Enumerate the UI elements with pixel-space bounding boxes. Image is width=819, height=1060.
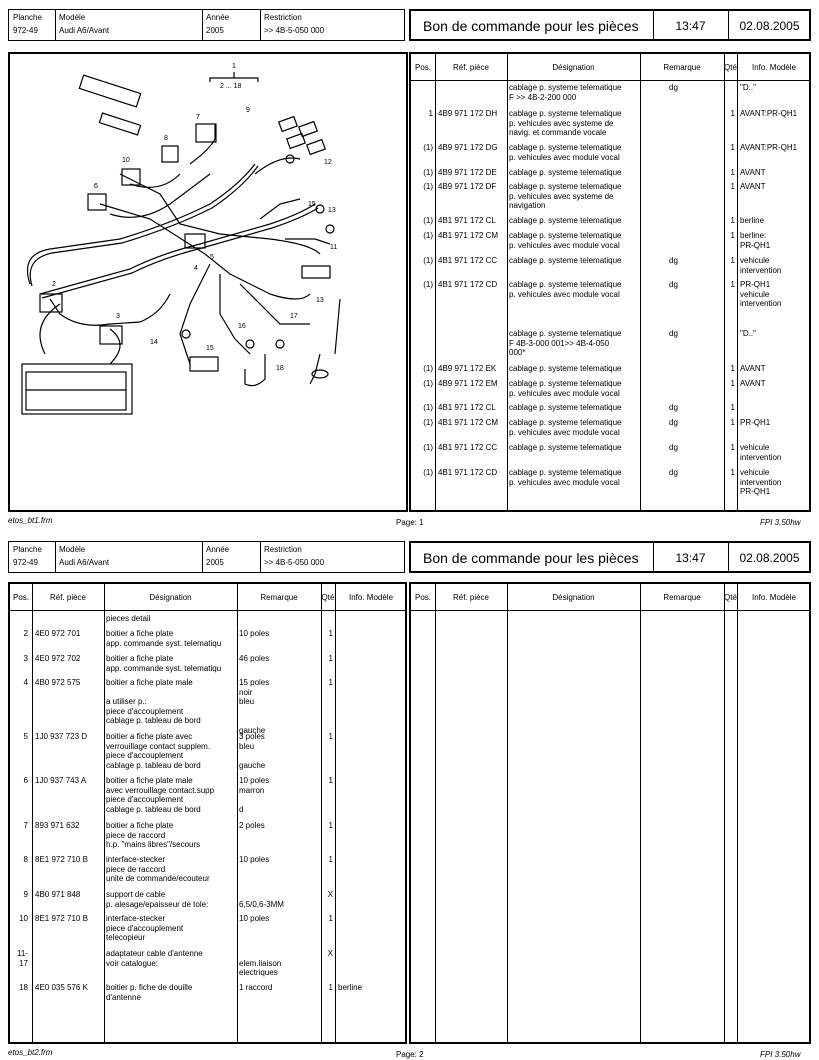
row-designation: interface-stecker piece d'accouplement telecopieur [106,914,184,942]
restriction-label: Restriction [264,545,302,554]
row-pos: (1) [423,364,433,373]
row-qte: X [327,949,333,958]
row-qte: 1 [328,914,333,923]
row-designation: cablage p. systeme telematique F 4B-3-000 001>> 4B-4-050 000* [509,329,622,357]
col-ref: Réf. pièce [452,63,490,72]
row-ref: 4B9 971 172 DE [438,168,497,177]
row-pos: (1) [423,418,433,427]
row-ref: 4B1 971 172 CD [438,468,498,477]
row-qte: 1 [730,143,735,152]
row-qte: 1 [730,379,735,388]
diagram-callout-13: 13 [328,207,336,214]
row-designation: cablage p. systeme telematique p. vehicules avec systeme de navigation [509,182,622,210]
row-ref: 4B9 971 172 DF [438,182,497,191]
row-designation: cablage p. systeme telematique [509,364,622,373]
row-qte: 1 [730,468,735,477]
row-designation: cablage p. systeme telematique [509,216,622,225]
time-value: 13:47 [675,19,706,33]
col-ref: Réf. pièce [452,593,490,602]
diagram-callout-17: 17 [290,313,298,320]
diagram-callout-13b: 13 [316,297,324,304]
row-pos: 2 [23,629,28,638]
row-qte: 1 [730,443,735,452]
diagram-callout-18: 18 [276,365,284,372]
row-designation: cablage p. systeme telematique [509,403,622,412]
row-ref: 4B1 971 172 CC [438,256,498,265]
col-ref: Réf. pièce [49,593,87,602]
row-pos: (1) [423,379,433,388]
row-designation: adaptateur cable d'antenne voir catalogue: [106,949,203,968]
row-pos: 3 [23,654,28,663]
row-remarque: 10 poles [239,914,270,923]
row-pos: 6 [23,776,28,785]
planche-value: 972-49 [13,558,38,567]
row-ref: 4B1 971 172 CL [438,403,496,412]
page1-footer-right: FPI 3.50hw [760,518,801,527]
page2-footer-right: FPI 3.50hw [760,1050,801,1059]
row-ref: 4B9 971 172 DG [438,143,498,152]
page-title: Bon de commande pour les pièces [423,18,639,34]
row-info: vehicule intervention [740,443,782,462]
page1-footer-center: Page: 1 [396,518,424,527]
row-designation: boitier a fiche plate avec verrouillage contact supplem. piece d'accouplement cablage p. tableau de bord [106,732,211,770]
modele-label: Modèle [59,13,86,22]
row-qte: 1 [328,776,333,785]
page2-parts-table-right [409,582,811,1044]
row-qte: X [327,890,333,899]
modele-label: Modèle [59,545,86,554]
col-remarque: Remarque [663,593,701,602]
row-ref: 4B9 971 172 EM [438,379,498,388]
page1-header-right [409,9,811,41]
row-remarque: 1 raccord [239,983,273,992]
diagram-callout-15b: 15 [206,345,214,352]
row-ref: 1J0 937 723 D [35,732,88,741]
row-pos: (1) [423,216,433,225]
row-pos: (1) [423,280,433,289]
row-ref: 4B9 971 172 DH [438,109,498,118]
row-remarque: 3 poles bleu gauche [239,732,266,770]
row-info: berline [338,983,363,992]
row-remarque: dg [669,329,678,338]
row-remarque: 6,5/0,6-3MM [239,899,284,909]
row-designation: cablage p. systeme telematique p. vehicules avec module vocal [509,379,622,398]
row-designation: interface-stecker piece de raccord unite de commande/ecouteur [106,855,210,883]
row-remarque: 46 poles [239,654,270,663]
row-designation: cablage p. systeme telematique p. vehicules avec systeme de navig. et commande vocale [509,109,622,137]
page1-footer-left: etos_bt1.frm [8,516,53,525]
row-remarque: 10 poles marron d [239,776,270,814]
col-remarque: Remarque [663,63,701,72]
row-pos: (1) [423,403,433,412]
col-designation: Désignation [552,63,595,72]
row-qte: 1 [328,629,333,638]
row-ref: 8E1 972 710 B [35,914,88,923]
row-pos: 10 [19,914,28,923]
modele-value: Audi A6/Avant [59,558,110,567]
row-remarque: 10 poles [239,855,270,864]
time-value: 13:47 [675,551,706,565]
diagram-callout-1: 1 [232,63,236,70]
row-pos: 1 [428,109,433,118]
row-qte: 1 [730,182,735,191]
row-pos: 7 [23,821,28,830]
diagram-callout-10: 10 [122,157,130,164]
row-designation: cablage p. systeme telematique p. vehicules avec module vocal [509,143,622,162]
row-pos: (1) [423,168,433,177]
row-info: AVANT:PR-QH1 [740,143,798,152]
row-ref: 4B1 971 172 CM [438,231,499,240]
row-remarque: dg [669,443,678,452]
row-qte: 1 [328,983,333,992]
row-pos: (1) [423,182,433,191]
row-info: berline: PR-QH1 [740,231,771,250]
planche-label: Planche [13,545,42,554]
row-pos: 5 [23,732,28,741]
page1-header-left [8,9,405,41]
restriction-value: >> 4B-5-050 000 [264,558,325,567]
row-designation: boitier a fiche plate piece de raccord h.p. "mains libres"/secours [106,821,201,849]
diagram-callout-2-18: 2 ... 18 [220,83,242,90]
row-ref: 1J0 937 743 A [35,776,87,785]
row-pos: 9 [23,890,28,899]
row-ref: 4B0 972 575 [35,678,81,687]
row-designation: cablage p. systeme telematique [509,443,622,452]
row-ref: 4E0 972 702 [35,654,81,663]
row-ref: 4E0 035 576 K [35,983,88,992]
diagram-callout-15: 15 [308,201,316,208]
row-qte: 1 [328,654,333,663]
row-pos: 4 [23,678,28,687]
row-info: AVANT [740,379,766,388]
row-info: berline [740,216,765,225]
wiring-harness-diagram [10,54,406,510]
row-designation: cablage p. systeme telematique [509,256,622,265]
row-qte: 1 [730,256,735,265]
row-pos: (1) [423,256,433,265]
row-designation: boitier a fiche plate app. commande syst. telematiqu [106,654,222,673]
col-pos: Pos. [414,63,431,72]
row-ref: 4B1 971 172 CD [438,280,498,289]
row-qte: 1 [328,855,333,864]
row-pos: 8 [23,855,28,864]
row-qte: 1 [730,168,735,177]
date-value: 02.08.2005 [739,551,800,565]
row-qte: 1 [730,280,735,289]
modele-value: Audi A6/Avant [59,26,110,35]
row-info: PR-QH1 vehicule intervention [740,280,782,308]
col-remarque: Remarque [260,593,298,602]
row-qte: 1 [730,231,735,240]
row-remarque: dg [669,256,678,265]
row-qte: 1 [328,732,333,741]
col-pos: Pos. [12,593,29,602]
row-qte: 1 [730,418,735,427]
page-title: Bon de commande pour les pièces [423,550,639,566]
annee-label: Année [206,545,230,554]
col-designation: Désignation [149,593,192,602]
diagram-callout-11: 11 [330,244,338,251]
row-remarque: 15 poles noir bleu gauche [239,678,270,735]
row-info: vehicule intervention [740,256,782,275]
col-pos: Pos. [414,593,431,602]
row-designation: boitier a fiche plate male a utiliser p.: piece d'accouplement cablage p. tableau de bord [106,678,201,725]
row-pos: (1) [423,143,433,152]
page2-footer-center: Page: 2 [396,1050,424,1059]
row-designation: cablage p. systeme telematique p. vehicules avec module vocal [509,231,622,250]
page2-footer-left: etos_bt2.frm [8,1048,53,1057]
row-designation: cablage p. systeme telematique [509,168,622,177]
diagram-callout-3: 3 [116,313,120,320]
col-info: Info. Modèle [751,63,797,72]
row-ref: 4B9 971 172 EK [438,364,497,373]
row-pos: 11-17 [17,949,28,968]
annee-label: Année [206,13,230,22]
row-remarque: 10 poles [239,629,270,638]
row-remarque: dg [669,83,678,92]
diagram-callout-5: 5 [210,254,214,261]
row-designation: cablage p. systeme telematique p. vehicules avec module vocal [509,468,622,487]
diagram-callout-7: 7 [196,114,200,121]
restriction-value: >> 4B-5-050 000 [264,26,325,35]
row-pos: 18 [19,983,28,992]
row-qte: 1 [730,364,735,373]
page2-parts-table-left [8,582,407,1044]
diagram-callout-14: 14 [150,339,158,346]
row-info: PR-QH1 [740,418,771,427]
col-designation: Désignation [552,593,595,602]
diagram-callout-2: 2 [52,281,56,288]
row-designation: boitier p. fiche de douille d'antenne [106,983,193,1002]
row-ref: 8E1 972 710 B [35,855,88,864]
restriction-label: Restriction [264,13,302,22]
row-info: AVANT [740,182,766,191]
row-info: AVANT [740,364,766,373]
row-designation: cablage p. systeme telematique F >> 4B-2-200 000 [509,83,622,102]
row-qte: 1 [328,678,333,687]
row-remarque: dg [669,280,678,289]
row-designation: boitier a fiche plate app. commande syst. telematiqu [106,629,222,648]
row-ref: 4E0 972 701 [35,629,81,638]
row-designation: boitier a fiche plate male avec verrouillage contact.supp piece d'accouplement cablage p. tableau de bord [106,776,215,814]
row-remarque: 2 poles [239,821,265,830]
row-remarque: dg [669,403,678,412]
diagram-callout-9: 9 [246,107,250,114]
planche-value: 972-49 [13,26,38,35]
annee-value: 2005 [206,558,224,567]
row-designation: pieces detail [106,614,151,623]
row-ref: 893 971 632 [35,821,80,830]
row-pos: (1) [423,468,433,477]
row-qte: 1 [730,403,735,412]
row-pos: (1) [423,443,433,452]
diagram-callout-16: 16 [238,323,246,330]
page1-parts-table [409,52,811,512]
diagram-callout-4: 4 [194,265,198,272]
planche-label: Planche [13,13,42,22]
row-remarque: dg [669,418,678,427]
exploded-diagram [8,52,408,512]
row-qte: 1 [328,821,333,830]
row-pos: (1) [423,231,433,240]
row-qte: 1 [730,109,735,118]
page2-header-right [409,541,811,573]
date-value: 02.08.2005 [739,19,800,33]
row-info: "D.." [740,329,756,338]
row-remarque: elem.liaison electriques [239,958,282,977]
row-ref: 4B1 971 172 CM [438,418,499,427]
row-ref: 4B1 971 172 CL [438,216,496,225]
col-qte: Qté [724,593,737,602]
diagram-callout-12: 12 [324,159,332,166]
diagram-callout-8: 8 [164,135,168,142]
row-ref: 4B1 971 172 CC [438,443,498,452]
row-designation: support de cable p. alesage/epaisseur de tole: [106,890,209,909]
row-ref: 4B0 971 848 [35,890,81,899]
col-info: Info. Modèle [751,593,797,602]
row-info: AVANT [740,168,766,177]
row-qte: 1 [730,216,735,225]
col-qte: Qté [321,593,335,602]
row-info: "D.." [740,83,756,92]
col-qte: Qté [724,63,737,72]
row-info: vehicule intervention PR-QH1 [740,468,782,496]
row-designation: cablage p. systeme telematique p. vehicules avec module vocal [509,418,622,437]
page2-header-left [8,541,405,573]
col-info: Info. Modèle [348,593,394,602]
row-designation: cablage p. systeme telematique p. vehicules avec module vocal [509,280,622,299]
diagram-callout-6: 6 [94,183,98,190]
row-remarque: dg [669,468,678,477]
annee-value: 2005 [206,26,224,35]
row-info: AVANT:PR-QH1 [740,109,798,118]
